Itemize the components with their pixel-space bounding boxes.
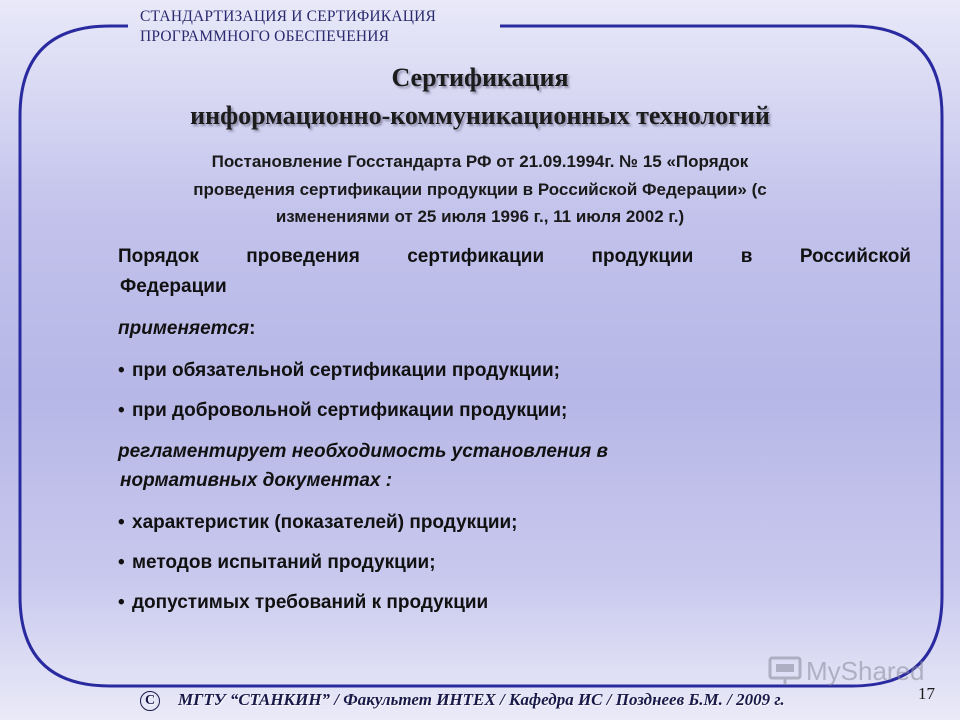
regulates-item-1: характеристик (показателей) продукции; — [132, 512, 518, 533]
list-item — [118, 360, 560, 382]
applies-item-2: при добровольной сертификации продукции; — [132, 400, 568, 421]
list-item — [118, 592, 488, 614]
decree-reference — [95, 148, 865, 231]
intro-line1: Порядок проведения сертификации продукции в Российской — [118, 246, 911, 267]
slide-title-line2: информационно-коммуникационных технологий — [190, 101, 770, 130]
applies-label: применяется — [118, 318, 250, 339]
applies-item-1: при обязательной сертификации продукции; — [132, 360, 560, 381]
list-item — [118, 552, 436, 574]
bullet-icon: • — [118, 512, 125, 533]
intro-line2: Федерации — [120, 276, 227, 297]
bullet-icon: • — [118, 552, 125, 573]
applies-colon: : — [249, 318, 256, 339]
footer-text: МГТУ “СТАНКИН” / Факультет ИНТЕХ / Кафедра ИС / Позднеев Б.М. / 2009 г. — [178, 690, 785, 709]
course-header — [140, 7, 436, 47]
list-item — [118, 512, 518, 534]
regulates-line1: регламентирует необходимость установления в — [118, 441, 608, 462]
regulates-line2: нормативных документах : — [120, 470, 393, 491]
bullet-icon: • — [118, 592, 125, 613]
watermark — [768, 656, 925, 687]
bullet-icon: • — [118, 400, 125, 421]
copyright-badge: С — [140, 691, 160, 711]
list-item — [118, 400, 567, 422]
slide-title-line1: Сертификация — [391, 63, 569, 92]
watermark-text: MyShared — [806, 656, 925, 686]
footer — [140, 690, 785, 711]
decree-line3: изменениями от 25 июля 1996 г., 11 июля 2002 г.) — [275, 207, 685, 226]
applies-heading — [118, 318, 255, 340]
decree-line1: Постановление Госстандарта РФ от 21.09.1994г. № 15 «Порядок — [211, 152, 749, 171]
regulates-item-2: методов испытаний продукции; — [132, 552, 436, 573]
regulates-item-3: допустимых требований к продукции — [132, 592, 489, 613]
presentation-icon — [768, 656, 802, 686]
bullet-icon: • — [118, 360, 125, 381]
course-header-line2: ПРОГРАММНОГО ОБЕСПЕЧЕНИЯ — [140, 28, 390, 45]
decree-line2: проведения сертификации продукции в Российской Федерации» (с — [193, 179, 767, 199]
course-header-line1: СТАНДАРТИЗАЦИЯ И СЕРТИФИКАЦИЯ — [140, 8, 437, 25]
page-number: 17 — [918, 684, 935, 703]
